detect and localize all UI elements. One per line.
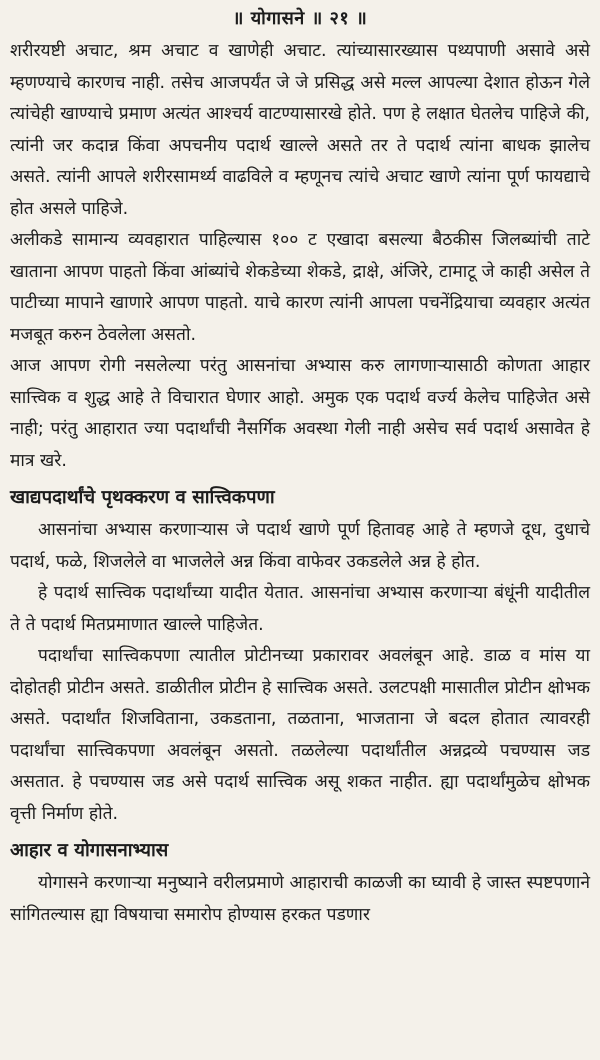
paragraph-2: अलीकडे सामान्य व्यवहारात पाहिल्यास १०० ट एखादा बसल्या बैठकीस जिलब्यांची ताटे खाताना आपण पाहतो किंवा आंब्यांचे शेकडेच्या शेकडे, द्राक्षे, अंजिरे, टामाटू जे काही असेल ते पाटीच्या मापाने खाणारे आपण पाहतो. याचे कारण त्यांनी आपला पचनेंद्रियाचा व्यवहार अत्यंत मजबूत करुन ठेवलेला असतो. [10,230,590,345]
paragraph-7: योगासने करणाऱ्या मनुष्याने वरीलप्रमाणे आहाराची काळजी का घ्यावी हे जास्त स्पष्टपणाने सांगितल्यास ह्या विषयाचा समारोप होण्यास हरकत पडणार [10,873,590,925]
paragraph-5: हे पदार्थ सात्त्विक पदार्थांच्या यादीत येतात. आसनांचा अभ्यास करणाऱ्या बंधूंनी यादीतील ते ते पदार्थ मितप्रमाणात खाल्ले पाहिजेत. [10,583,590,635]
section-heading-diet-and-yoga: आहार व योगासनाभ्यास [10,840,169,861]
paragraph-3: आज आपण रोगी नसलेल्या परंतु आसनांचा अभ्यास करु लागणाऱ्यासाठी कोणता आहार सात्त्विक व शुद्ध आहे ते विचारात घेणार आहो. अमुक एक पदार्थ वर्ज्य केलेच पाहिजेत असे नाही; परंतु आहारात ज्या पदार्थांची नैसर्गिक अवस्था गेली नाही असेच सर्व पदार्थ असावेत हे मात्र खरे. [10,356,590,471]
paragraph-1: शरीरयष्टी अचाट, श्रम अचाट व खाणेही अचाट. त्यांच्यासारख्यास पथ्यपाणी असावे असे म्हणण्याचे कारणच नाही. तसेच आजपर्यंत जे जे प्रसिद्ध असे मल्ल आपल्या देशात होऊन गेले त्यांचेही खाण्याचे प्रमाण अत्यंत आश्चर्य वाटण्यासारखे होते. पण हे लक्षात घेतलेच पाहिजे की, त्यांनी जर कदान्न किंवा अपचनीय पदार्थ खाल्ले असते तर ते पदार्थ त्यांना बाधक झालेच असते. त्यांनी आपले शरीरसामर्थ्य वाढविले व म्हणूनच त्यांचे अचाट खाणे त्यांना पूर्ण फायद्याचे होत असले पाहिजे. [10,41,590,219]
paragraph-4: आसनांचा अभ्यास करणाऱ्यास जे पदार्थ खाणे पूर्ण हितावह आहे ते म्हणजे दूध, दुधाचे पदार्थ, फळे, शिजलेले वा भाजलेले अन्न किंवा वाफेवर उकडलेले अन्न हे होत. [10,520,590,572]
running-head: ॥ योगासने ॥ २१ ॥ [232,8,368,29]
section-heading-food-analysis: खाद्यपदार्थांचे पृथक्करण व सात्त्विकपणा [10,487,275,508]
paragraph-6: पदार्थांचा सात्त्विकपणा त्यातील प्रोटीनच्या प्रकारावर अवलंबून आहे. डाळ व मांस या दोहोतही प्रोटीन असते. डाळीतील प्रोटीन हे सात्त्विक असते. उलटपक्षी मासातील प्रोटीन क्षोभक असते. पदार्थांत शिजविताना, उकडताना, तळताना, भाजताना जे बदल होतात त्यावरही पदार्थांचा सात्त्विकपणा अवलंबून असतो. तळलेल्या पदार्थांतील अन्नद्रव्ये पचण्यास जड असतात. हे पचण्यास जड असे पदार्थ सात्त्विक असू शकत नाहीत. ह्या पदार्थांमुळेच क्षोभक वृत्ती निर्माण होते. [10,646,590,824]
